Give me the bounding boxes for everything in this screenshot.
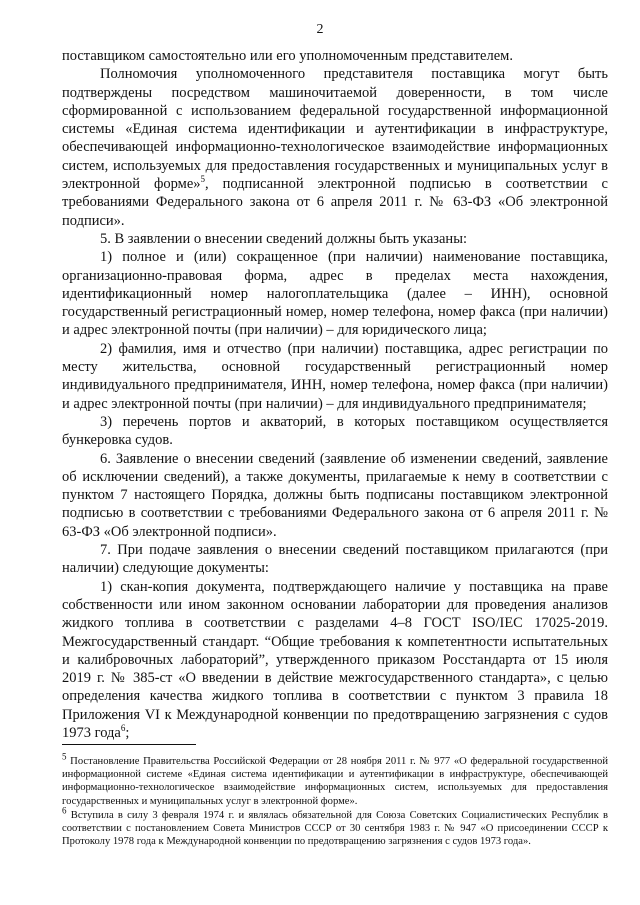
paragraph [62,340,608,413]
footnote [62,805,608,849]
footnote-number: 6 [62,805,67,816]
paragraph-text: 2) фамилия, имя и отчество (при наличии) поставщика, адрес регистрации по месту жительства, основной государственный регистрационный номер индивидуального предпринимателя, ИНН, номер телефона, номер факса (при наличии) и адрес электронной почты (при наличии) – для индивидуального предпринимателя; [62,340,608,412]
paragraph-text: 1) полное и (или) сокращенное (при наличии) наименование поставщика, организационно-правовая форма, адрес в пределах места нахождения, идентификационный номер налогоплательщика (далее – ИНН), основной государственный регистрационный номер, номер телефона, номер факса (при наличии) и адрес электронной почты (при наличии) – для юридического лица; [62,249,608,339]
footnote-text: Вступила в силу 3 февраля 1974 г. и являлась обязательной для Союза Советских Социалистических Республик в соответствии с постановлением Совета Министров СССР от 30 сентября 1983 г. № 947 «О присоединении СССР к Протоколу 1978 года к Международной конвенции по предотвращению загрязнения с судов 1973 года». [62,809,608,848]
footnote-number: 5 [62,751,67,762]
paragraph [62,230,608,248]
page-number: 2 [316,22,324,37]
paragraph-text: 3) перечень портов и акваторий, в которых поставщиком осуществляется бункеровка судов. [62,413,608,449]
footnotes [62,751,608,849]
paragraph-text: 6. Заявление о внесении сведений (заявление об изменении сведений, заявление об исключении сведений), а также документы, прилагаемые к нему в соответствии с пунктом 7 настоящего Порядка, должны быть подписаны поставщиком электронной подписью в соответствии с требованиями Федерального закона от 6 апреля 2011 г. № 63-ФЗ «Об электронной подписи». [62,450,608,540]
footnote-separator [62,744,196,745]
paragraph [62,578,608,743]
paragraph-text-continued: , подписанной электронной подписью в соответствии с требованиями Федерального закона от 6 апреля 2011 г. № 63-ФЗ «Об электронной подписи». [62,176,608,229]
footnote-ref: 5 [200,174,206,185]
body-text [62,47,608,742]
paragraph [62,541,608,578]
paragraph-text: 5. В заявлении о внесении сведений должны быть указаны: [100,230,467,247]
paragraph-text: 7. При подаче заявления о внесении сведений поставщиком прилагаются (при наличии) следующие документы: [62,542,608,577]
paragraph-text: Полномочия уполномоченного представителя поставщика могут быть подтверждены посредством машиночитаемой доверенности, в том числе сформированной с использованием федеральной государственной информационной системы «Единая система идентификации и аутентификации в инфраструктуре, обеспечивающей информационно-технологическое взаимодействие информационных систем, используемых для предоставления государственных и муниципальных услуг в электронной форме» [62,66,608,193]
footnote [62,751,608,808]
paragraph-text: поставщиком самостоятельно или его уполномоченным представителем. [62,48,513,64]
paragraph [62,65,608,230]
paragraph-text-continued: ; [125,724,130,741]
paragraph-text: 1) скан-копия документа, подтверждающего наличие у поставщика на праве собственности или ином законном основании лаборатории для проведения анализов жидкого топлива в соответствии с разделами 4–8 ГОСТ ISO/IEC 17025-2019. Межгосударственный стандарт. “Общие требования к компетентности испытательных и калибровочных лабораторий”, утвержденного приказом Росстандарта от 15 июля 2019 г. № 385-ст «О введении в действие межгосударственного стандарта», с целью определения качества жидкого топлива в соответствии с пунктом 3 правила 18 Приложения VI к Международной конвенции по предотвращению загрязнения с судов 1973 года [62,578,608,741]
footnote-text: Постановление Правительства Российской Федерации от 28 ноября 2011 г. № 977 «О федеральной государственной информационной системе «Единая система идентификации и аутентификации в инфраструктуре, обеспечивающей информационно-технологическое взаимодействие информационных систем, используемых для предоставления государственных и муниципальных услуг в электронной форме». [62,756,608,807]
footnote-ref: 6 [120,723,126,734]
paragraph [62,47,608,65]
paragraph [62,450,608,541]
paragraph [62,248,608,339]
paragraph [62,413,608,450]
